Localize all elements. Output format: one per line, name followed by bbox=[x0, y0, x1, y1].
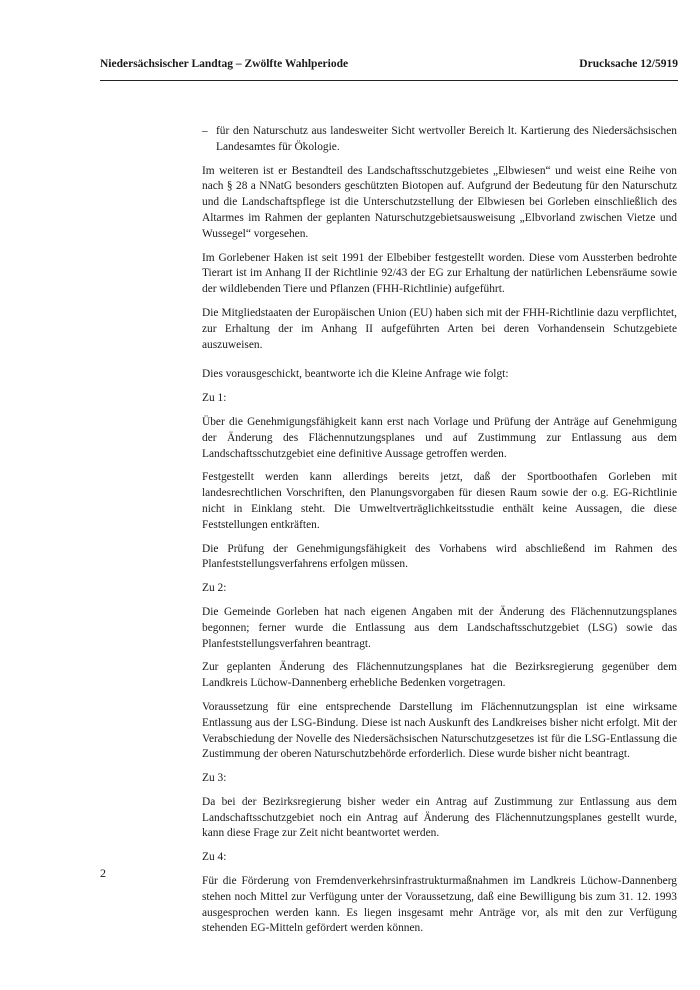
page-number: 2 bbox=[100, 866, 106, 880]
document-body bbox=[202, 124, 677, 945]
paragraph: Im weiteren ist er Bestandteil des Landschaftsschutzgebietes „Elbwiesen“ und weist eine Reihe von nach § 28 a NNatG besonders geschützten Biotopen auf. Aufgrund der Bedeutung für den Naturschutz und die Landschaftspflege ist die Unterschutzstellung der Elbwiesen bei Gorleben einschließlich des Altarmes im Rahmen der geplanten Naturschutzgebietsausweisung „Elbvorland zwischen Vietze und Wussegel“ vorgesehen. bbox=[202, 164, 677, 240]
section-label-zu-2: Zu 2: bbox=[202, 582, 227, 595]
paragraph: Dies vorausgeschickt, beantworte ich die Kleine Anfrage wie folgt: bbox=[202, 368, 509, 381]
section-label-zu-4: Zu 4: bbox=[202, 851, 227, 864]
bullet-item bbox=[202, 124, 677, 156]
header-document-number: Drucksache 12/5919 bbox=[579, 58, 678, 70]
paragraph: Für die Förderung von Fremdenverkehrsinfrastrukturmaßnahmen im Landkreis Lüchow-Dannenberg stehen noch Mittel zur Verfügung unter der Voraussetzung, daß eine Bewilligung bis zum 31. 12. 1993 ausgesprochen werden kann. Es liegen insgesamt mehr Anträge vor, als mit den zur Verfügung stehenden EG-Mitteln gefördert werden können. bbox=[202, 875, 677, 935]
header-title: Niedersächsischer Landtag – Zwölfte Wahlperiode bbox=[100, 58, 349, 70]
paragraph: Festgestellt werden kann allerdings bereits jetzt, daß der Sportboothafen Gorleben mit landesrechtlichen Vorschriften, den Planungsvorgaben für diesen Raum sowie der o.g. EG-Richtlinie nicht in Einklang steht. Die Umweltverträglichkeitsstudie enthält keine Aussagen, die diese Feststellungen entkräften. bbox=[202, 471, 677, 531]
section-label-zu-1: Zu 1: bbox=[202, 392, 227, 405]
paragraph: Die Prüfung der Genehmigungsfähigkeit des Vorhabens wird abschließend im Rahmen des Planfeststellungsverfahrens erfolgen müssen. bbox=[202, 542, 677, 571]
paragraph: Die Mitgliedstaaten der Europäischen Union (EU) haben sich mit der FHH-Richtlinie dazu verpflichtet, zur Erhaltung der im Anhang II aufgeführten Arten bei deren Vorhandensein Schutzgebiete auszuweisen. bbox=[202, 306, 677, 351]
bullet-dash: – bbox=[202, 125, 208, 137]
paragraph: Über die Genehmigungsfähigkeit kann erst nach Vorlage und Prüfung der Anträge auf Genehmigung der Änderung des Flächennutzungsplanes und auf Zustimmung zur Entlassung aus dem Landschaftsschutzgebiet eine definitive Aussage getroffen werden. bbox=[202, 415, 677, 460]
header-rule bbox=[100, 80, 678, 81]
paragraph: Die Gemeinde Gorleben hat nach eigenen Angaben mit der Änderung des Flächennutzungsplanes begonnen; ferner wurde die Entlassung aus dem Landschaftsschutzgebiet (LSG) sowie das Planfeststellungsverfahren beantragt. bbox=[202, 605, 677, 650]
paragraph: Im Gorlebener Haken ist seit 1991 der Elbebiber festgestellt worden. Diese vom Aussterben bedrohte Tierart ist im Anhang II der Richtlinie 92/43 der EG zur Erhaltung der natürlichen Lebensräume sowie der wildlebenden Tiere und Pflanzen (FHH-Richtlinie) aufgeführt. bbox=[202, 251, 677, 296]
section-label-zu-3: Zu 3: bbox=[202, 772, 227, 785]
paragraph: Da bei der Bezirksregierung bisher weder ein Antrag auf Zustimmung zur Entlassung aus dem Landschaftsschutzgebiet noch ein Antrag auf Änderung des Flächennutzungsplanes gestellt wurde, kann diese Frage zur Zeit nicht beantwortet werden. bbox=[202, 795, 677, 840]
bullet-text: für den Naturschutz aus landesweiter Sicht wertvoller Bereich lt. Kartierung des Niedersächsischen Landesamtes für Ökologie. bbox=[216, 125, 677, 153]
paragraph: Zur geplanten Änderung des Flächennutzungsplanes hat die Bezirksregierung gegenüber dem Landkreis Lüchow-Dannenberg erhebliche Bedenken vorgetragen. bbox=[202, 661, 677, 690]
page-header bbox=[100, 58, 678, 70]
paragraph: Voraussetzung für eine entsprechende Darstellung im Flächennutzungsplan ist eine wirksame Entlassung aus der LSG-Bindung. Diese ist nach Auskunft des Landkreises bisher nicht erfolgt. Mit der Verabschiedung der Novelle des Niedersächsischen Naturschutzgesetzes ist für die LSG-Entlassung die Zustimmung der oberen Naturschutzbehörde erforderlich. Diese wurde bisher nicht beantragt. bbox=[202, 700, 677, 761]
